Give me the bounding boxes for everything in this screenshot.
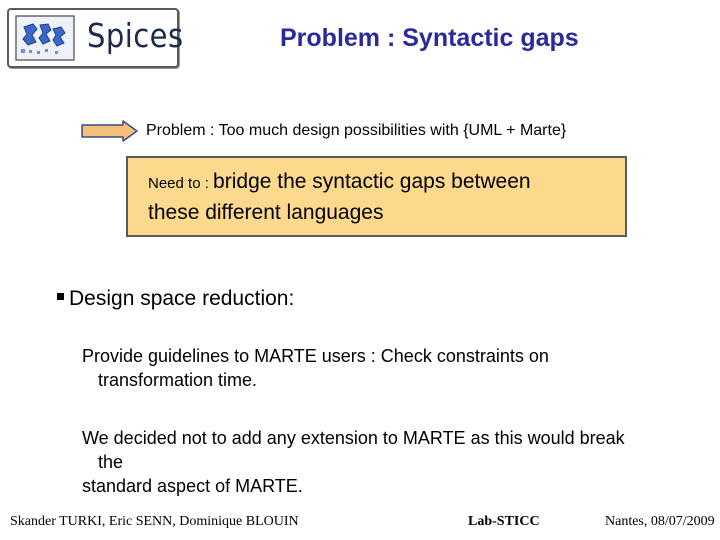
spices-logo-icon bbox=[15, 15, 75, 61]
paragraph-line: standard aspect of MARTE. bbox=[82, 476, 303, 496]
bullet-icon bbox=[57, 293, 64, 300]
footer-lab: Lab-STICC bbox=[468, 514, 540, 529]
need-line2: these different languages bbox=[148, 201, 384, 224]
paragraph-decision bbox=[82, 426, 625, 498]
logo-text: Spices bbox=[87, 16, 184, 55]
problem-statement: Problem : Too much design possibilities with {UML + Marte} bbox=[146, 122, 567, 139]
need-line1: bridge the syntactic gaps between bbox=[213, 170, 531, 193]
paragraph-guidelines bbox=[82, 344, 549, 392]
footer-place-date: Nantes, 08/07/2009 bbox=[605, 514, 715, 529]
bullet-text: Design space reduction: bbox=[69, 287, 295, 310]
paragraph-line: Provide guidelines to MARTE users : Check constraints on bbox=[82, 346, 549, 366]
arrow-right-icon bbox=[81, 120, 139, 142]
spices-logo bbox=[7, 8, 184, 68]
paragraph-line: the bbox=[98, 452, 124, 472]
paragraph-line: transformation time. bbox=[98, 370, 258, 390]
bullet-item bbox=[57, 287, 294, 311]
need-box bbox=[126, 156, 627, 237]
slide-title: Problem : Syntactic gaps bbox=[280, 24, 579, 52]
need-text bbox=[148, 167, 531, 227]
paragraph-line: We decided not to add any extension to MARTE as this would break bbox=[82, 428, 625, 448]
footer-authors: Skander TURKI, Eric SENN, Dominique BLOUIN bbox=[10, 514, 299, 529]
need-prefix: Need to : bbox=[148, 175, 214, 192]
